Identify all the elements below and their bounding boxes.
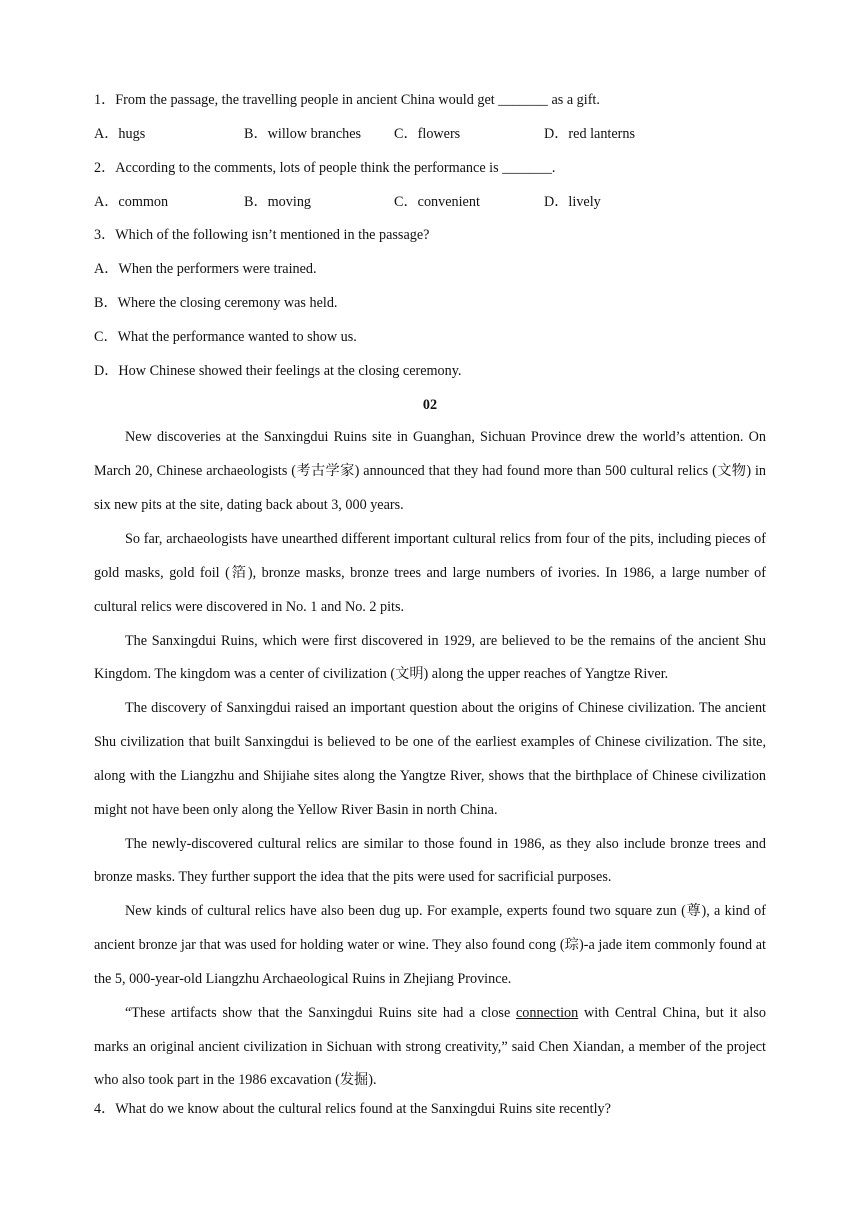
passage-paragraph-5: The newly-discovered cultural relics are similar to those found in 1986, as they also include bronze trees and bronze masks. They further support the idea that the pits were used for sacrificial purposes. xyxy=(94,835,766,886)
underlined-word: connection xyxy=(515,1004,579,1021)
question-1-options xyxy=(94,123,766,157)
question-4-stem: 4．What do we know about the cultural relics found at the Sanxingdui Ruins site recently? xyxy=(94,1101,611,1118)
passage-paragraph-1: New discoveries at the Sanxingdui Ruins site in Guanghan, Sichuan Province drew the world’s attention. On March 20, Chinese archaeologists (考古学家) announced that they had found more than 500 cultural relics (文物) in six new pits at the site, dating back about 3, 000 years. xyxy=(94,429,766,514)
question-3-option-b: B．Where the closing ceremony was held. xyxy=(94,295,338,312)
passage-paragraph-6: New kinds of cultural relics have also been dug up. For example, experts found two square zun (尊), a kind of ancient bronze jar that was used for holding water or wine. They also found cong (琮)-a jade item commonly found at the 5, 000-year-old Liangzhu Archaeological Ruins in Zhejiang Province. xyxy=(94,903,766,987)
passage-paragraph-7 xyxy=(94,997,766,1099)
option-b: B．willow branches xyxy=(244,125,362,142)
paragraph-text-after: with Central China, but it also marks an original ancient civilization in Sichuan with strong creativity,” said Chen Xiandan, a member of the project who also took part in the 1986 excavation (发掘). xyxy=(94,1004,766,1089)
question-1-stem: 1．From the passage, the travelling people in ancient China would get _______ as a gift. xyxy=(94,92,600,108)
paragraph-text-before: “These artifacts show that the Sanxingdui Ruins site had a close xyxy=(125,1004,516,1021)
option-d: D．lively xyxy=(544,193,601,210)
question-3-stem: 3．Which of the following isn’t mentioned in the passage? xyxy=(94,227,430,244)
question-3-option-c: C．What the performance wanted to show us. xyxy=(94,328,357,345)
option-c: C．flowers xyxy=(394,125,461,142)
option-b: B．moving xyxy=(244,193,312,210)
passage-paragraph-3: The Sanxingdui Ruins, which were first discovered in 1929, are believed to be the remains of the ancient Shu Kingdom. The kingdom was a center of civilization (文明) along the upper reaches of Yangtze River. xyxy=(94,632,766,683)
option-c: C．convenient xyxy=(394,193,480,210)
passage-paragraph-4: The discovery of Sanxingdui raised an important question about the origins of Chinese civilization. The ancient Shu civilization that built Sanxingdui is believed to be one of the earliest examples of Chinese civilization. The site, along with the Liangzhu and Shijiahe sites along the Yangtze River, shows that the birthplace of Chinese civilization might not have been only along the Yellow River Basin in north China. xyxy=(94,700,766,818)
section-number: 02 xyxy=(422,396,438,413)
option-a: A．common xyxy=(94,193,169,210)
question-3-option-a: A．When the performers were trained. xyxy=(94,261,317,278)
option-d: D．red lanterns xyxy=(544,125,636,142)
option-a: A．hugs xyxy=(94,125,146,142)
question-3-option-d: D．How Chinese showed their feelings at the closing ceremony. xyxy=(94,362,462,379)
passage-paragraph-2: So far, archaeologists have unearthed different important cultural relics from four of the pits, including pieces of gold masks, gold foil (箔), bronze masks, bronze trees and large numbers of ivories. In 1986, a large number of cultural relics were discovered in No. 1 and No. 2 pits. xyxy=(94,530,766,615)
document-content xyxy=(94,89,766,1132)
question-2-stem: 2．According to the comments, lots of people think the performance is _______. xyxy=(94,159,556,176)
question-2-options xyxy=(94,191,766,225)
